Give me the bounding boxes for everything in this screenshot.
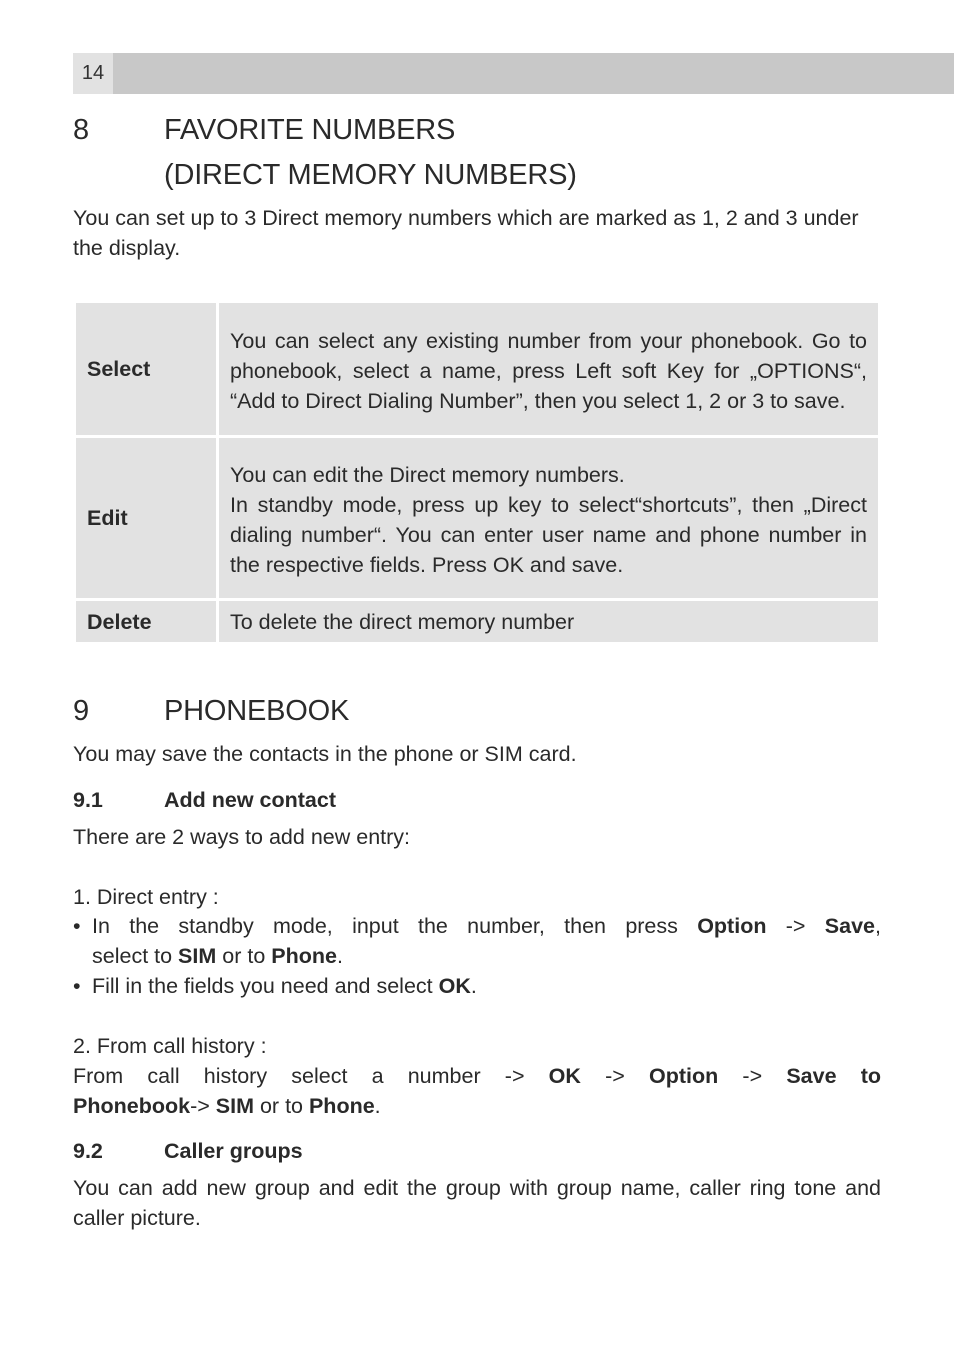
section-title: PHONEBOOK [164,695,350,727]
subsection-number: 9.1 [73,788,103,812]
bullet-line: select to SIM or to Phone. [92,944,343,968]
table-row [76,601,878,642]
call-history-instructions [73,1061,881,1121]
bullet-line: In the standby mode, input the number, then press Option -> Save, [92,914,881,938]
section-number: 9 [73,695,89,727]
option-description-line: In standby mode, press up key to select“shortcuts”, then „Direct dialing number“. You can enter user name and phone number in the respective fields. Press OK and save. [230,493,867,577]
bullet-dot: • [73,974,81,998]
section-9-intro: You may save the contacts in the phone or SIM card. [73,742,577,766]
section-8-intro: You can set up to 3 Direct memory numbers which are marked as 1, 2 and 3 under the display. [73,206,859,260]
section-number: 8 [73,114,89,146]
subsection-number: 9.2 [73,1139,103,1163]
subsection-title: Caller groups [164,1139,303,1163]
option-description: You can select any existing number from your phonebook. Go to phonebook, select a name, press Left soft Key for „OPTIONS“, “Add to Direct Dialing Number”, then you select 1, 2 or 3 to save. [219,303,878,435]
option-description-line: You can edit the Direct memory numbers. [230,463,625,487]
option-key: Delete [76,601,216,642]
header-bar [73,53,954,94]
option-key: Select [76,303,216,435]
subsection-title: Add new contact [164,788,337,812]
table-row [76,438,878,598]
bullet-line: Fill in the fields you need and select OK. [92,974,477,998]
instruction-line: From call history select a number -> OK -> Option -> Save to [73,1064,881,1088]
bullet-dot: • [73,914,81,938]
way-2-title: 2. From call history : [73,1034,267,1058]
section-title-line1: FAVORITE NUMBERS [164,114,456,146]
option-description [219,438,878,598]
caller-groups-text: You can add new group and edit the group with group name, caller ring tone and caller picture. [73,1176,881,1230]
table-row [76,303,878,435]
page-number: 14 [73,53,113,94]
bullet-item [73,911,881,971]
option-description: To delete the direct memory number [219,601,878,642]
subsection-intro: There are 2 ways to add new entry: [73,825,411,849]
option-key: Edit [76,438,216,598]
section-title-line2: (DIRECT MEMORY NUMBERS) [164,159,577,191]
bullet-item [73,971,881,1001]
instruction-line: Phonebook-> SIM or to Phone. [73,1094,381,1118]
direct-memory-table [73,300,881,645]
way-1-title: 1. Direct entry : [73,885,219,909]
